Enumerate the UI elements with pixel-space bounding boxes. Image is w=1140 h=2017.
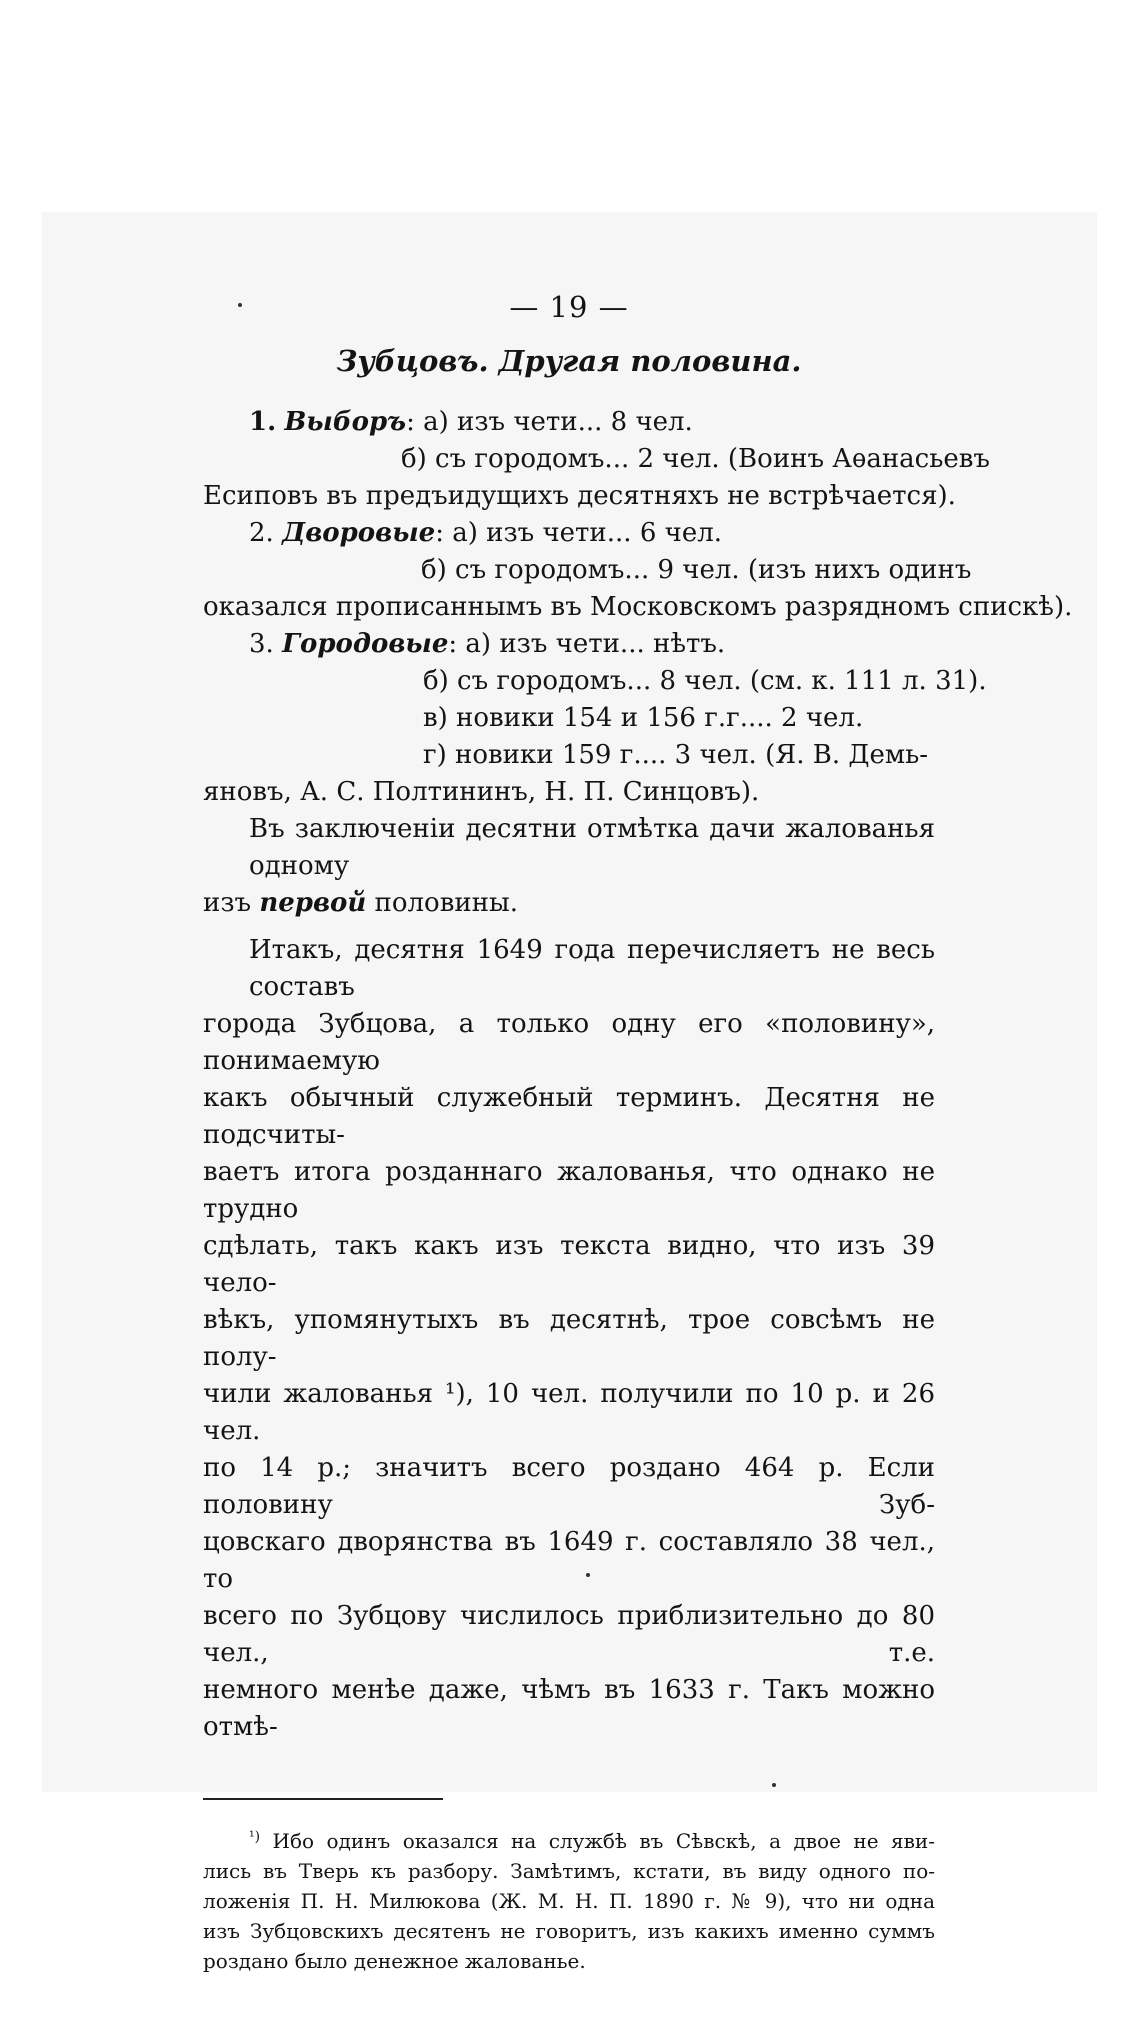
paragraph-line: немного менѣе даже, чѣмъ въ 1633 г. Такъ можно отмѣ- [203, 1675, 935, 1742]
footnote-divider [203, 1798, 443, 1800]
item-2-a: : а) изъ чети... 6 чел. [435, 518, 722, 548]
footnote-marker: ¹) [249, 1829, 261, 1845]
item-2-category: Дворовые [282, 518, 436, 548]
paragraph-line: города Зубцова, а только одну его «половину», понимаемую [203, 1009, 935, 1076]
conclusion-line-2 [203, 885, 935, 922]
paragraph-line: ваетъ итога розданнаго жалованья, что однако не трудно [203, 1157, 935, 1224]
item-2-line [203, 515, 935, 552]
item-1-b: б) съ городомъ... 2 чел. (Воинъ Аѳанасьевъ [401, 444, 990, 474]
footnote-line: изъ Зубцовскихъ десятенъ не говоритъ, изъ какихъ именно суммъ [203, 1919, 935, 1943]
item-2-number: 2. [249, 518, 274, 548]
footnote-line [203, 1822, 935, 1856]
paragraph-line: по 14 р.; значитъ всего роздано 464 р. Если половину Зуб- [203, 1453, 935, 1520]
conclusion-italic: первой [259, 888, 367, 918]
item-3-b: б) съ городомъ... 8 чел. (см. к. 111 л. 31). [423, 666, 987, 696]
item-1-category: Выборъ [284, 407, 407, 437]
conclusion-line-1: Въ заключеніи десятни отмѣтка дачи жалованья одному [249, 814, 935, 881]
item-1-line [203, 404, 935, 441]
item-3-number: 3. [249, 629, 274, 659]
item-1-a: : а) изъ чети... 8 чел. [406, 407, 693, 437]
page-number: — 19 — [509, 290, 629, 324]
footnote-text: Ибо одинъ оказался на службѣ въ Сѣвскѣ, а двое не яви- [260, 1829, 935, 1853]
item-1-b-cont: Есиповъ въ предъидущихъ десятняхъ не встрѣчается). [203, 481, 956, 511]
item-3-d: г) новики 159 г.... 3 чел. (Я. В. Демь- [423, 740, 929, 770]
footnote-line: роздано было денежное жалованье. [203, 1949, 586, 1973]
item-3-a: : а) изъ чети... нѣтъ. [448, 629, 726, 659]
footnote-line: лись въ Тверь къ разбору. Замѣтимъ, кстати, въ виду одного по- [203, 1859, 935, 1883]
item-3-d-cont: яновъ, А. С. Полтининъ, Н. П. Синцовъ). [203, 777, 760, 807]
footnote-line: ложенія П. Н. Милюкова (Ж. М. Н. П. 1890 г. № 9), что ни одна [203, 1889, 935, 1913]
item-3-category: Городовые [282, 629, 449, 659]
item-2-b-cont: оказался прописаннымъ въ Московскомъ разрядномъ спискѣ). [203, 592, 1073, 622]
paragraph-line: чили жалованья ¹), 10 чел. получили по 10 р. и 26 чел. [203, 1379, 935, 1446]
paragraph-line: сдѣлать, такъ какъ изъ текста видно, что изъ 39 чело- [203, 1231, 935, 1298]
item-1-number: 1. [249, 407, 277, 437]
page-content [203, 290, 1073, 1976]
conclusion-post: половины. [366, 888, 518, 918]
paragraph-line: Итакъ, десятня 1649 года перечисляетъ не весь составъ [249, 935, 935, 1002]
paragraph-line: вѣкъ, упомянутыхъ въ десятнѣ, трое совсѣмъ не полу- [203, 1305, 935, 1372]
paragraph-line: какъ обычный служебный терминъ. Десятня не подсчиты- [203, 1083, 935, 1150]
item-3-c: в) новики 154 и 156 г.г.... 2 чел. [423, 703, 864, 733]
item-3-line [203, 626, 935, 663]
item-2-b: б) съ городомъ... 9 чел. (изъ нихъ одинъ [421, 555, 972, 585]
paragraph-line: всего по Зубцову числилось приблизительно до 80 чел., т.е. [203, 1601, 935, 1668]
section-title: Зубцовъ. Другая половина. [336, 344, 802, 378]
conclusion-pre: изъ [203, 888, 260, 918]
paragraph-line: цовскаго дворянства въ 1649 г. составляло 38 чел., то [203, 1527, 935, 1594]
